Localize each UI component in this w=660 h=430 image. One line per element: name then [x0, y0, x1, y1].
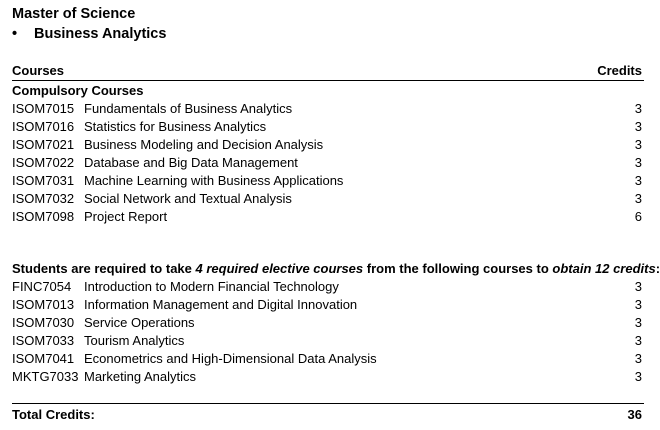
course-code: MKTG7033: [12, 369, 79, 384]
course-name: Database and Big Data Management: [84, 155, 298, 170]
course-name: Introduction to Modern Financial Technology: [84, 279, 339, 294]
course-code: ISOM7031: [12, 173, 75, 188]
elective-note-emphasis: obtain 12 credits: [552, 261, 656, 276]
header-divider: [12, 80, 644, 81]
course-code: ISOM7030: [12, 315, 75, 330]
course-row: [12, 350, 642, 368]
course-credits: 3: [634, 137, 642, 152]
course-name: Business Modeling and Decision Analysis: [84, 137, 324, 152]
elective-note-text: Students are required to take: [12, 261, 196, 276]
course-code: ISOM7015: [12, 101, 75, 116]
course-name: Machine Learning with Business Applications: [84, 173, 344, 188]
course-name: Fundamentals of Business Analytics: [84, 101, 293, 116]
course-credits: 3: [634, 333, 642, 348]
course-row: [12, 332, 642, 350]
compulsory-section-title: Compulsory Courses: [12, 83, 144, 98]
course-row: [12, 314, 642, 332]
course-credits: 3: [634, 191, 642, 206]
course-credits: 3: [634, 173, 642, 188]
course-row: [12, 190, 642, 208]
course-credits: 6: [634, 209, 642, 224]
compulsory-course-list: [12, 100, 642, 226]
total-divider: [12, 403, 644, 404]
course-name: Social Network and Textual Analysis: [84, 191, 292, 206]
course-credits: 3: [634, 315, 642, 330]
course-code: ISOM7033: [12, 333, 75, 348]
course-name: Statistics for Business Analytics: [84, 119, 267, 134]
bullet-icon: •: [12, 26, 18, 42]
total-credits-value: 36: [627, 407, 642, 422]
course-row: [12, 278, 642, 296]
course-credits: 3: [634, 101, 642, 116]
elective-course-list: [12, 278, 642, 386]
program-line: [12, 25, 166, 43]
course-row: [12, 172, 642, 190]
course-code: ISOM7016: [12, 119, 75, 134]
course-name: Marketing Analytics: [84, 369, 196, 384]
courses-column-header: Courses: [12, 63, 65, 78]
curriculum-page: [12, 0, 660, 430]
course-credits: 3: [634, 119, 642, 134]
total-credits-label: Total Credits:: [12, 407, 95, 422]
course-row: [12, 154, 642, 172]
course-row: [12, 136, 642, 154]
total-credits-row: [12, 406, 642, 424]
course-name: Tourism Analytics: [84, 333, 185, 348]
course-credits: 3: [634, 351, 642, 366]
course-row: [12, 368, 642, 386]
course-code: ISOM7032: [12, 191, 75, 206]
degree-title: Master of Science: [12, 6, 136, 22]
elective-note-emphasis: 4 required elective courses: [195, 261, 364, 276]
program-name: Business Analytics: [34, 26, 167, 42]
table-header: [12, 62, 642, 80]
course-row: [12, 208, 642, 226]
course-code: FINC7054: [12, 279, 72, 294]
elective-requirement-note: [12, 260, 660, 278]
course-code: ISOM7013: [12, 297, 75, 312]
course-name: Project Report: [84, 209, 168, 224]
course-credits: 3: [634, 297, 642, 312]
credits-column-header: Credits: [597, 63, 642, 78]
course-credits: 3: [634, 369, 642, 384]
course-name: Econometrics and High-Dimensional Data Analysis: [84, 351, 377, 366]
course-code: ISOM7098: [12, 209, 75, 224]
course-row: [12, 296, 642, 314]
course-row: [12, 100, 642, 118]
course-code: ISOM7022: [12, 155, 75, 170]
course-name: Information Management and Digital Innovation: [84, 297, 358, 312]
course-credits: 3: [634, 155, 642, 170]
course-code: ISOM7021: [12, 137, 75, 152]
course-row: [12, 118, 642, 136]
elective-note-text: from the following courses to: [363, 261, 553, 276]
course-credits: 3: [634, 279, 642, 294]
course-name: Service Operations: [84, 315, 195, 330]
elective-note-text: :: [655, 261, 660, 276]
course-code: ISOM7041: [12, 351, 75, 366]
